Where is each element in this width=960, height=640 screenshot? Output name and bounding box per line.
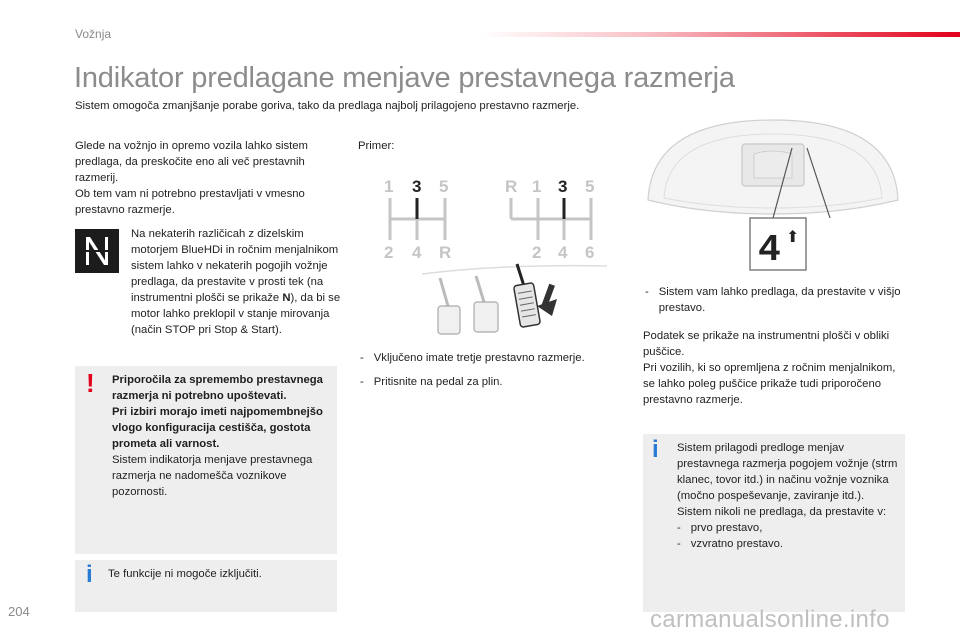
gear-digit: 3	[558, 177, 568, 196]
gear-digit: 3	[412, 177, 422, 196]
excluded-gears-list	[677, 520, 899, 552]
left-paragraph-1: Glede na vožnjo in opremo vozila lahko sistem predlaga, da preskočite eno ali več prestavnih razmerij.	[75, 140, 308, 184]
brake-pedal	[474, 276, 498, 332]
gearbox-pedal-illustration	[352, 166, 612, 346]
gear-digit: 4	[412, 243, 422, 262]
info-box-1-text: Te funkcije ni mogoče izključiti.	[108, 568, 262, 580]
gear-digit: R	[505, 177, 518, 196]
info-box-2-text: Sistem prilagodi predloge menjav prestavnega razmerja pogojem vožnje (strm klanec, tovor itd.) in načinu vožnje voznika (močno pospeševanje, zaviranje itd.). Sistem nikoli ne predlaga, da prestavite v: - prvo prestavo, - vzvratno prestavo.	[677, 442, 898, 550]
accelerator-pedal	[514, 264, 541, 327]
gear-pattern-right	[505, 177, 594, 262]
example-label: Primer:	[358, 140, 395, 152]
gear-digit: 1	[532, 177, 542, 196]
list-item: - vzvratno prestavo.	[677, 538, 784, 550]
gear-digit: R	[439, 243, 452, 262]
gear-digit: 6	[585, 243, 595, 262]
watermark: carmanualsonline.info	[650, 606, 890, 633]
info-icon: i	[86, 561, 93, 588]
press-arrow-icon	[537, 284, 557, 316]
page-number: 204	[8, 604, 30, 619]
suggested-gear-digit: 4	[758, 229, 781, 272]
section-label: Vožnja	[75, 27, 112, 41]
header-accent-bar	[480, 32, 960, 37]
warning-icon: !	[86, 368, 95, 398]
left-paragraph	[75, 138, 343, 218]
neutral-suggestion-text: Na nekaterih različicah z dizelskim motorjem BlueHDi in ročnim menjalnikom sistem lahko v nekaterih pogojih vožnje predlaga, da prestavite v prosti tek (na instrumentni plošči se prikaže N), da bi se motor lahko preklopil v stanje mirovanja (način STOP pri Stop & Start).	[131, 228, 341, 336]
gear-pattern-left	[384, 177, 451, 262]
gear-digit: 2	[384, 243, 394, 262]
page-title: Indikator predlagane menjave prestavnega razmerja	[74, 62, 735, 94]
neutral-letter: N	[282, 292, 291, 304]
upshift-note: - Sistem vam lahko predlaga, da prestavite v višjo prestavo.	[645, 286, 901, 314]
shift-up-arrow-icon: ⬆	[786, 227, 800, 246]
gear-digit: 1	[384, 177, 394, 196]
instrument-panel-illustration	[642, 118, 904, 278]
step-1: - Vključeno imate tretje prestavno razmerje.	[360, 352, 585, 364]
gear-digit: 5	[585, 177, 595, 196]
clutch-pedal	[438, 278, 460, 334]
info-icon: i	[652, 436, 659, 463]
gear-digit: 2	[532, 243, 542, 262]
gear-digit: 5	[439, 177, 449, 196]
gear-digit: 4	[558, 243, 568, 262]
list-item: - prvo prestavo,	[677, 522, 763, 534]
neutral-n-icon	[75, 229, 119, 273]
intro-paragraph: Sistem omogoča zmanjšanje porabe goriva, tako da predlaga najbolj prilagojeno prestavno razmerje.	[75, 100, 580, 112]
step-2: - Pritisnite na pedal za plin.	[360, 376, 503, 388]
warning-text: Priporočila za spremembo prestavnega razmerja ni potrebno upoštevati. Pri izbiri morajo imeti najpomembnejšo vlogo konfiguracija cestišča, gostota prometa ali varnost. Sistem indikatorja menjave prestavnega razmerja ne nadomešča voznikove pozornosti.	[112, 374, 323, 498]
left-paragraph-2: Ob tem vam ni potrebno prestavljati v vmesno prestavno razmerje.	[75, 188, 305, 216]
display-description: Podatek se prikaže na instrumentni plošči v obliki puščice. Pri vozilih, ki so opremljena z ročnim menjalnikom, se lahko poleg puščice prikaže tudi priporočeno prestavno razmerje.	[643, 330, 896, 406]
